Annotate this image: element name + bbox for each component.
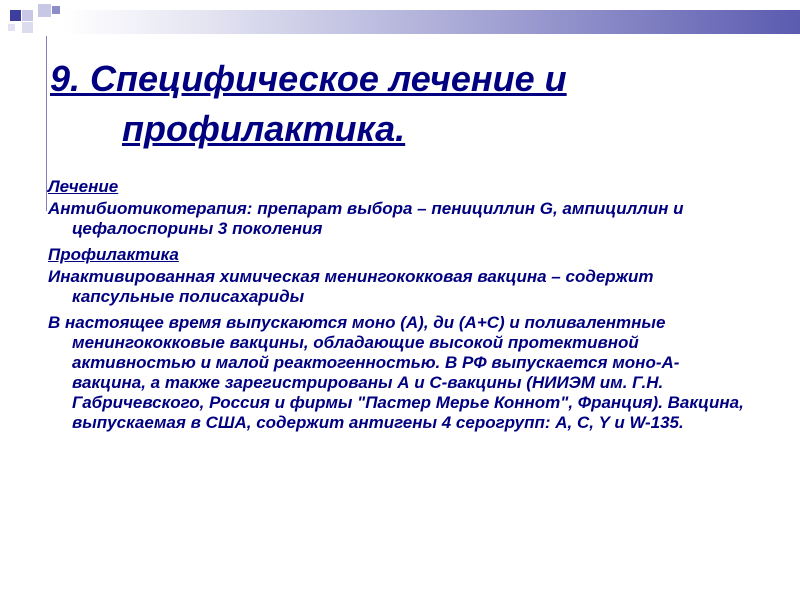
- deco-square-dark: [52, 6, 60, 14]
- header-gradient-bar: [64, 10, 800, 34]
- vaccine-text: Инактивированная химическая менингококковая вакцина – содержит капсульные полисахариды: [48, 267, 654, 306]
- deco-square-light: [8, 24, 15, 31]
- deco-square-light: [22, 10, 33, 21]
- deco-square-light: [38, 4, 51, 17]
- deco-square-light: [22, 22, 33, 33]
- treatment-text: Антибиотикотерапия: препарат выбора – пенициллин G, ампициллин и цефалоспорины 3 поколения: [48, 199, 684, 238]
- heading-treatment: [48, 177, 748, 197]
- heading-prevention-text: Профилактика: [48, 245, 179, 264]
- slide-title: [50, 54, 750, 154]
- heading-treatment-text: Лечение: [48, 177, 119, 196]
- heading-prevention: [48, 245, 748, 265]
- slide-body: [48, 177, 748, 435]
- deco-square-dark: [10, 10, 21, 21]
- title-line-1: 9. Специфическое лечение и: [50, 58, 567, 99]
- header-decoration: [0, 0, 800, 40]
- title-line-2: профилактика.: [122, 108, 406, 149]
- vertical-divider: [46, 36, 47, 211]
- vaccines-details-text: В настоящее время выпускаются моно (А), ди (А+С) и поливалентные менингококковые вакцины, обладающие высокой протективной активностью и малой реактогенностью. В РФ выпускается моно-А-вакцина, а также зарегистрированы А и С-вакцины (НИИЭМ им. Г.Н. Габричевского, Россия и фирмы "Пастер Мерье Коннот", Франция). Вакцина, выпускаемая в США, содержит антигены 4 серогрупп: А, С, Y и W-135.: [48, 313, 744, 432]
